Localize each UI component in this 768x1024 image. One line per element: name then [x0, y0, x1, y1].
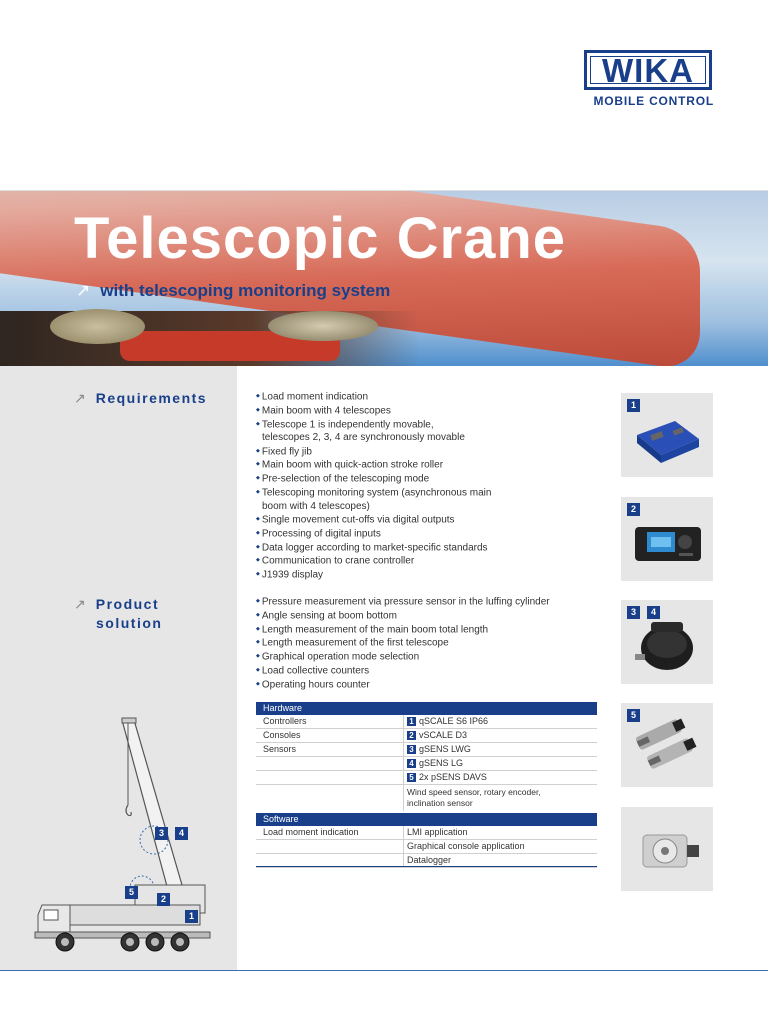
item-name: vSCALE D3 [419, 730, 468, 740]
hardware-table-header: Hardware [256, 702, 597, 715]
crane-callout: 2 [157, 893, 170, 906]
thumbnail-number: 3 [627, 606, 640, 619]
item-name: qSCALE S6 IP66 [419, 716, 489, 726]
table-row [256, 757, 597, 771]
table-row [256, 729, 597, 743]
list-item [256, 418, 596, 445]
list-item-text: Main boom with quick-action stroke roller [261, 459, 444, 471]
wika-logo [584, 50, 714, 108]
requirements-heading [74, 389, 207, 408]
item-number-badge: 4 [407, 759, 416, 768]
hardware-note-line2: inclination sensor [407, 798, 473, 808]
list-item [256, 472, 596, 486]
thumbnail-number: 2 [627, 503, 640, 516]
crane-illustration [30, 710, 230, 960]
rotary-encoder-image [621, 807, 713, 891]
list-item [256, 664, 596, 678]
table-cell-label: Load moment indication [263, 827, 359, 837]
product-solution-list [256, 595, 596, 691]
list-item-text: Length measurement of the main boom total length [261, 623, 489, 635]
table-cell-label [256, 757, 403, 770]
thumbnail-sensors-lwg-lg [621, 600, 713, 684]
list-item-text: Single movement cut-offs via digital outputs [261, 514, 455, 526]
thumbnail-rotary-encoder [621, 807, 713, 891]
boom-disc-right [268, 311, 378, 341]
list-item [256, 541, 596, 555]
list-item-text: J1939 display [261, 569, 324, 581]
table-cell-label [256, 771, 403, 784]
crane-callout: 5 [125, 886, 138, 899]
page-subtitle [76, 281, 390, 301]
table-cell-value: Datalogger [403, 854, 597, 867]
list-item [256, 623, 596, 637]
page-title: Telescopic Crane [74, 206, 567, 271]
crane-callout: 1 [185, 910, 198, 923]
table-row [256, 826, 597, 840]
list-item [256, 595, 596, 609]
thumbnail-pressure-sensors [621, 703, 713, 787]
table-cell-label [256, 840, 403, 853]
item-number-badge: 3 [407, 745, 416, 754]
wika-logo-box [584, 50, 712, 90]
list-item-text: Graphical operation mode selection [261, 651, 420, 663]
list-item-text: boom with 4 telescopes) [262, 500, 370, 512]
list-item-text: Length measurement of the first telescope [261, 637, 449, 649]
product-solution-heading-line1: Product [95, 596, 160, 612]
table-cell-value [403, 757, 597, 770]
list-item-text: Communication to crane controller [261, 555, 415, 567]
list-item [256, 554, 596, 568]
crane-callout: 3 [155, 827, 168, 840]
boom-disc-left [50, 309, 145, 344]
table-cell-value [403, 743, 597, 756]
table-row [256, 785, 597, 811]
table-cell-label: Consoles [263, 730, 301, 740]
list-item-text: Load collective counters [261, 665, 370, 677]
table-cell-label [256, 785, 403, 811]
requirements-heading-text: Requirements [95, 390, 208, 406]
list-item [256, 486, 596, 513]
list-item-text: Load moment indication [261, 391, 369, 403]
table-row [256, 771, 597, 785]
list-item-text: Telescoping monitoring system (asynchronous main [261, 487, 492, 499]
list-item-text: Processing of digital inputs [261, 528, 381, 540]
item-number-badge: 5 [407, 773, 416, 782]
table-row [256, 743, 597, 757]
footer-divider [0, 970, 768, 971]
table-bottom-divider [256, 866, 597, 867]
list-item [256, 650, 596, 664]
table-row [256, 715, 597, 729]
thumbnail-controller [621, 393, 713, 477]
table-cell-value [403, 715, 597, 728]
table-cell-value [403, 785, 597, 811]
logo-tagline: MOBILE CONTROL [593, 94, 714, 108]
product-solution-heading-line2: solution [96, 615, 163, 631]
software-table [256, 813, 597, 868]
list-item [256, 445, 596, 459]
item-number-badge: 1 [407, 717, 416, 726]
hardware-table [256, 702, 597, 811]
product-solution-heading [74, 595, 162, 633]
list-item-text: Telescope 1 is independently movable, [261, 418, 434, 430]
list-item [256, 390, 596, 404]
list-item-text: Fixed fly jib [261, 446, 312, 457]
thumbnail-number: 5 [627, 709, 640, 722]
list-item [256, 527, 596, 541]
list-item-text: Pre-selection of the telescoping mode [261, 473, 430, 485]
list-item [256, 636, 596, 650]
table-cell-label: Sensors [263, 744, 297, 754]
thumbnail-number: 1 [627, 399, 640, 412]
item-number-badge: 2 [407, 731, 416, 740]
list-item-text: Angle sensing at boom bottom [261, 610, 397, 622]
list-item-text: Main boom with 4 telescopes [261, 405, 391, 417]
arrow-icon: ↗ [76, 281, 91, 300]
logo-wordmark: WIKA [602, 51, 694, 89]
list-item-text: Data logger according to market-specific standards [261, 541, 488, 553]
requirements-list [256, 390, 596, 582]
list-item-text: telescopes 2, 3, 4 are synchronously movable [262, 432, 465, 444]
arrow-icon: ↗ [74, 390, 86, 406]
table-cell-value [403, 729, 597, 742]
subtitle-text: with telescoping monitoring system [100, 281, 391, 300]
thumbnail-console [621, 497, 713, 581]
list-item [256, 458, 596, 472]
list-item-text: Pressure measurement via pressure sensor in the luffing cylinder [261, 596, 550, 608]
list-item [256, 404, 596, 418]
item-name: 2x pSENS DAVS [419, 772, 487, 782]
list-item [256, 513, 596, 527]
item-name: gSENS LG [419, 758, 464, 768]
thumbnail-number: 4 [647, 606, 660, 619]
software-table-header: Software [256, 813, 597, 826]
list-item [256, 678, 596, 692]
crane-callout: 4 [175, 827, 188, 840]
list-item-text: Operating hours counter [261, 678, 370, 690]
arrow-icon: ↗ [74, 596, 86, 612]
list-item [256, 609, 596, 623]
item-name: gSENS LWG [419, 744, 471, 754]
hardware-note-line1: Wind speed sensor, rotary encoder, [407, 787, 541, 797]
table-cell-value [403, 771, 597, 784]
table-row [256, 840, 597, 854]
table-cell-value: LMI application [403, 826, 597, 839]
list-item [256, 568, 596, 582]
table-cell-value: Graphical console application [403, 840, 597, 853]
table-cell-label: Controllers [263, 716, 307, 726]
